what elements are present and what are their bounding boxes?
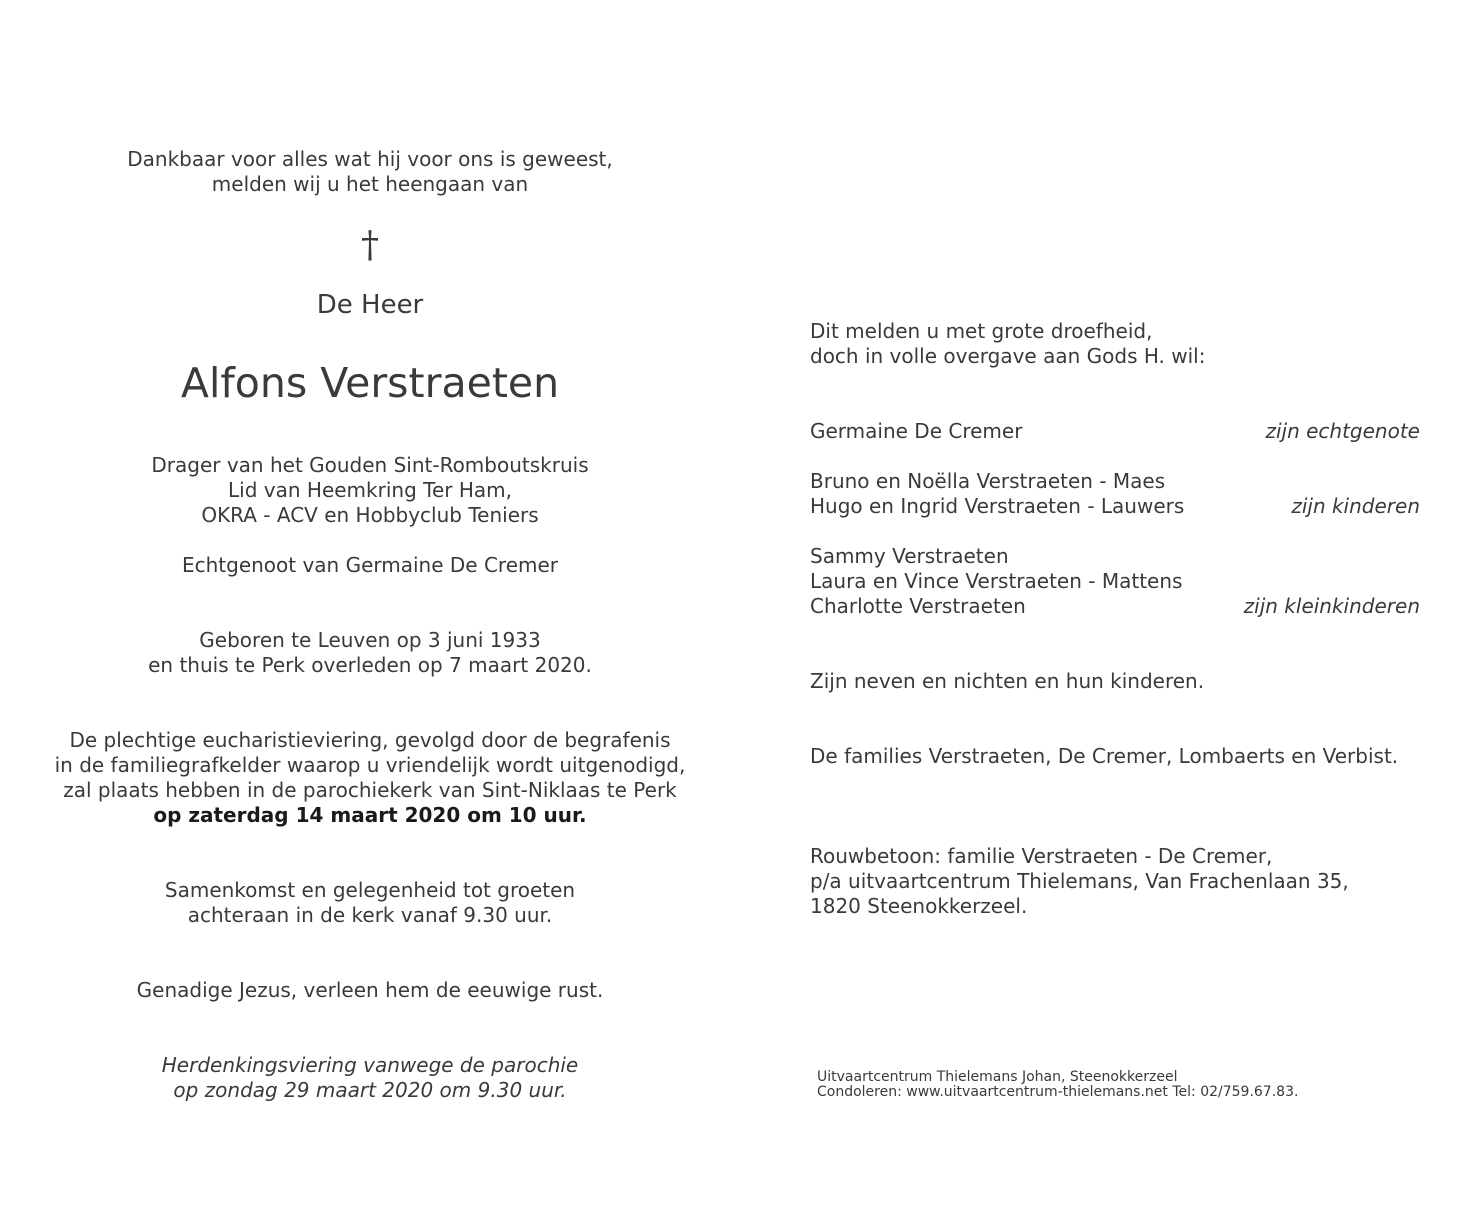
family-row: [810, 544, 1420, 569]
distinction-line: Lid van Heemkring Ter Ham,: [228, 478, 512, 502]
intro-line: melden wij u het heengaan van: [211, 172, 529, 196]
family-relation: zijn echtgenote: [1265, 419, 1420, 443]
family-group-children: [810, 469, 1420, 519]
memorial-service: [40, 1053, 700, 1103]
distinctions: [40, 453, 700, 528]
family-row: [810, 594, 1420, 619]
family-row: [810, 469, 1420, 494]
honorific: De Heer: [316, 290, 424, 320]
family-row: [810, 494, 1420, 519]
memorial-line: Herdenkingsviering vanwege de parochie: [161, 1053, 579, 1077]
intro-line: Dankbaar voor alles wat hij voor ons is geweest,: [127, 147, 613, 171]
family-name: Charlotte Verstraeten: [810, 594, 1026, 618]
footer-line: Uitvaartcentrum Thielemans Johan, Steenokkerzeel: [817, 1069, 1178, 1085]
announce-line: doch in volle overgave aan Gods H. wil:: [810, 344, 1206, 368]
distinction-line: OKRA - ACV en Hobbyclub Teniers: [201, 503, 539, 527]
spouse-text: Echtgenoot van Germaine De Cremer: [181, 553, 559, 577]
memorial-line: op zondag 29 maart 2020 om 9.30 uur.: [173, 1078, 567, 1102]
gathering-text: [40, 878, 700, 928]
family-group-spouse: [810, 419, 1420, 444]
gathering-line: achteraan in de kerk vanaf 9.30 uur.: [187, 903, 553, 927]
family-relation: zijn kleinkinderen: [1243, 594, 1420, 618]
condolence-address: [810, 844, 1420, 919]
intro-text: [40, 147, 700, 197]
cross-icon: †: [361, 225, 379, 266]
funeral-home-footer: [817, 1070, 1298, 1100]
footer-line: Condoleren: www.uitvaartcentrum-thielemans.net Tel: 02/759.67.83.: [817, 1084, 1299, 1100]
distinction-line: Drager van het Gouden Sint-Romboutskruis: [151, 453, 589, 477]
families-text: De families Verstraeten, De Cremer, Lombaerts en Verbist.: [810, 744, 1399, 768]
service-line: in de familiegrafkelder waarop u vriendelijk wordt uitgenodigd,: [54, 753, 686, 777]
family-group-grandchildren: [810, 544, 1420, 619]
family-name: Hugo en Ingrid Verstraeten - Lauwers: [810, 494, 1185, 518]
family-name: Sammy Verstraeten: [810, 544, 1009, 568]
died-line: en thuis te Perk overleden op 7 maart 2020.: [148, 653, 592, 677]
deceased-name: Alfons Verstraeten: [180, 359, 560, 407]
condolence-line: Rouwbetoon: familie Verstraeten - De Cremer,: [810, 844, 1273, 868]
condolence-line: 1820 Steenokkerzeel.: [810, 894, 1028, 918]
cousins-text: Zijn neven en nichten en hun kinderen.: [810, 669, 1205, 693]
announce-line: Dit melden u met grote droefheid,: [810, 319, 1153, 343]
family-name: Laura en Vince Verstraeten - Mattens: [810, 569, 1183, 593]
condolence-line: p/a uitvaartcentrum Thielemans, Van Frachenlaan 35,: [810, 869, 1349, 893]
family-name: Germaine De Cremer: [810, 419, 1023, 443]
service-line: zal plaats hebben in de parochiekerk van Sint-Niklaas te Perk: [63, 778, 677, 802]
family-relation: zijn kinderen: [1291, 494, 1420, 518]
birth-death-text: [40, 628, 700, 678]
announcement: [810, 319, 1420, 369]
born-line: Geboren te Leuven op 3 juni 1933: [199, 628, 541, 652]
family-row: [810, 419, 1420, 444]
family-row: [810, 569, 1420, 594]
service-line: De plechtige eucharistieviering, gevolgd door de begrafenis: [69, 728, 671, 752]
prayer-text: Genadige Jezus, verleen hem de eeuwige rust.: [136, 978, 604, 1002]
gathering-line: Samenkomst en gelegenheid tot groeten: [164, 878, 576, 902]
family-name: Bruno en Noëlla Verstraeten - Maes: [810, 469, 1166, 493]
funeral-service: [40, 728, 700, 828]
service-datetime: op zaterdag 14 maart 2020 om 10 uur.: [153, 803, 587, 827]
